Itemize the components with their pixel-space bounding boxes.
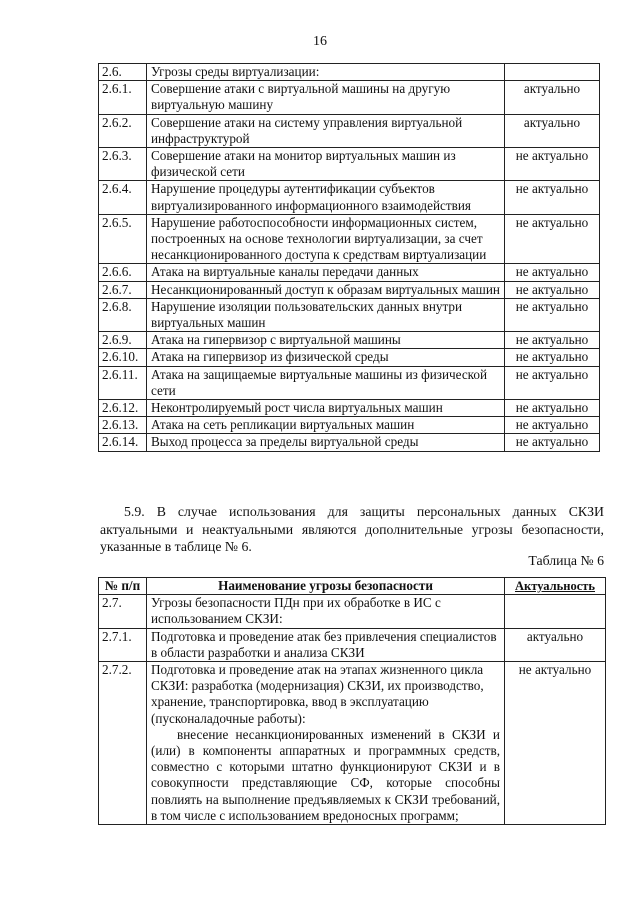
table-row [99,264,600,281]
threat-name: Атака на гипервизор с виртуальной машины [147,332,505,349]
relevance-status: не актуально [505,366,600,399]
threat-name [147,662,505,825]
table-row [99,662,606,825]
threat-name: Нарушение работоспособности информационных систем, построенных на основе технологии виртуализации, за счет несанкционированного доступа к средствам виртуализации [147,214,505,264]
header-relevance: Актуальность [505,578,606,595]
table-row [99,81,600,114]
table-row [99,349,600,366]
threat-name: Атака на виртуальные каналы передачи данных [147,264,505,281]
table-row [99,400,600,417]
row-number: 2.6.1. [99,81,147,114]
row-number: 2.6.12. [99,400,147,417]
relevance-status: не актуально [505,181,600,214]
threat-name: Атака на сеть репликации виртуальных машин [147,417,505,434]
row-number: 2.6.8. [99,298,147,331]
relevance-status [505,64,600,81]
threat-name: Совершение атаки на систему управления виртуальной инфраструктурой [147,114,505,147]
table6-caption: Таблица № 6 [528,553,604,568]
row-number: 2.6.7. [99,281,147,298]
row-number: 2.6.6. [99,264,147,281]
row-number: 2.6.9. [99,332,147,349]
header-number: № п/п [99,578,147,595]
page-number: 16 [313,34,327,49]
header-threat-name: Наименование угрозы безопасности [147,578,505,595]
threat-name: Подготовка и проведение атак без привлечения специалистов в области разработки и анализа СКЗИ [147,628,505,661]
threat-name: Нарушение процедуры аутентификации субъектов виртуализированного информационного взаимодействия [147,181,505,214]
row-number: 2.7. [99,595,147,628]
threat-name: Нарушение изоляции пользовательских данных внутри виртуальных машин [147,298,505,331]
row-number: 2.6.3. [99,148,147,181]
threats-table-skzi [98,577,606,825]
table-row [99,181,600,214]
table5-body [99,64,600,452]
relevance-status: не актуально [505,662,606,825]
table-row [99,417,600,434]
row-number: 2.6.14. [99,434,147,451]
relevance-status: не актуально [505,400,600,417]
relevance-status: не актуально [505,417,600,434]
table6-header [99,578,606,595]
table-row [99,281,600,298]
table-row [99,298,600,331]
row-number: 2.6.13. [99,417,147,434]
threat-name-main: Подготовка и проведение атак на этапах жизненного цикла СКЗИ: разработка (модернизация) СКЗИ, их производство, хранение, транспортировка, ввод в эксплуатацию (пусконаладочные работы): [151,662,484,726]
threat-name: Несанкционированный доступ к образам виртуальных машин [147,281,505,298]
row-number: 2.6.4. [99,181,147,214]
table-row [99,595,606,628]
section-paragraph: 5.9. В случае использования для защиты персональных данных СКЗИ актуальными и неактуальными являются дополнительные угрозы безопасности, указанные в таблице № 6. [100,504,604,555]
row-number: 2.6.5. [99,214,147,264]
relevance-status: не актуально [505,148,600,181]
table-row [99,366,600,399]
threat-name: Угрозы среды виртуализации: [147,64,505,81]
relevance-status: не актуально [505,349,600,366]
table6-body [99,595,606,825]
table-row [99,332,600,349]
row-number: 2.6.2. [99,114,147,147]
row-number: 2.6.10. [99,349,147,366]
relevance-status: не актуально [505,264,600,281]
row-number: 2.7.2. [99,662,147,825]
relevance-status: не актуально [505,434,600,451]
relevance-status [505,595,606,628]
table-row [99,628,606,661]
threat-name: Атака на гипервизор из физической среды [147,349,505,366]
row-number: 2.7.1. [99,628,147,661]
threat-name: Совершение атаки на монитор виртуальных машин из физической сети [147,148,505,181]
threat-name: Выход процесса за пределы виртуальной среды [147,434,505,451]
threat-name: Атака на защищаемые виртуальные машины из физической сети [147,366,505,399]
table-row [99,434,600,451]
relevance-status: не актуально [505,281,600,298]
relevance-status: актуально [505,114,600,147]
relevance-status: актуально [505,81,600,114]
relevance-status: не актуально [505,298,600,331]
table-row [99,64,600,81]
threat-name-detail: внесение несанкционированных изменений в СКЗИ и (или) в компоненты аппаратных и программных средств, совместно с которыми штатно функционируют СКЗИ и в совокупности представляющие СФ, которые способны повлиять на выполнение предъявляемых к СКЗИ требований, в том числе с использованием вредоносных программ; [151,726,500,823]
relevance-status: не актуально [505,214,600,264]
header-row [99,578,606,595]
threat-name: Неконтролируемый рост числа виртуальных машин [147,400,505,417]
relevance-status: не актуально [505,332,600,349]
relevance-status: актуально [505,628,606,661]
table-row [99,114,600,147]
row-number: 2.6.11. [99,366,147,399]
table-row [99,148,600,181]
row-number: 2.6. [99,64,147,81]
table-row [99,214,600,264]
threat-name: Совершение атаки с виртуальной машины на другую виртуальную машину [147,81,505,114]
threats-table-virtualization [98,63,600,452]
threat-name: Угрозы безопасности ПДн при их обработке в ИС с использованием СКЗИ: [147,595,505,628]
